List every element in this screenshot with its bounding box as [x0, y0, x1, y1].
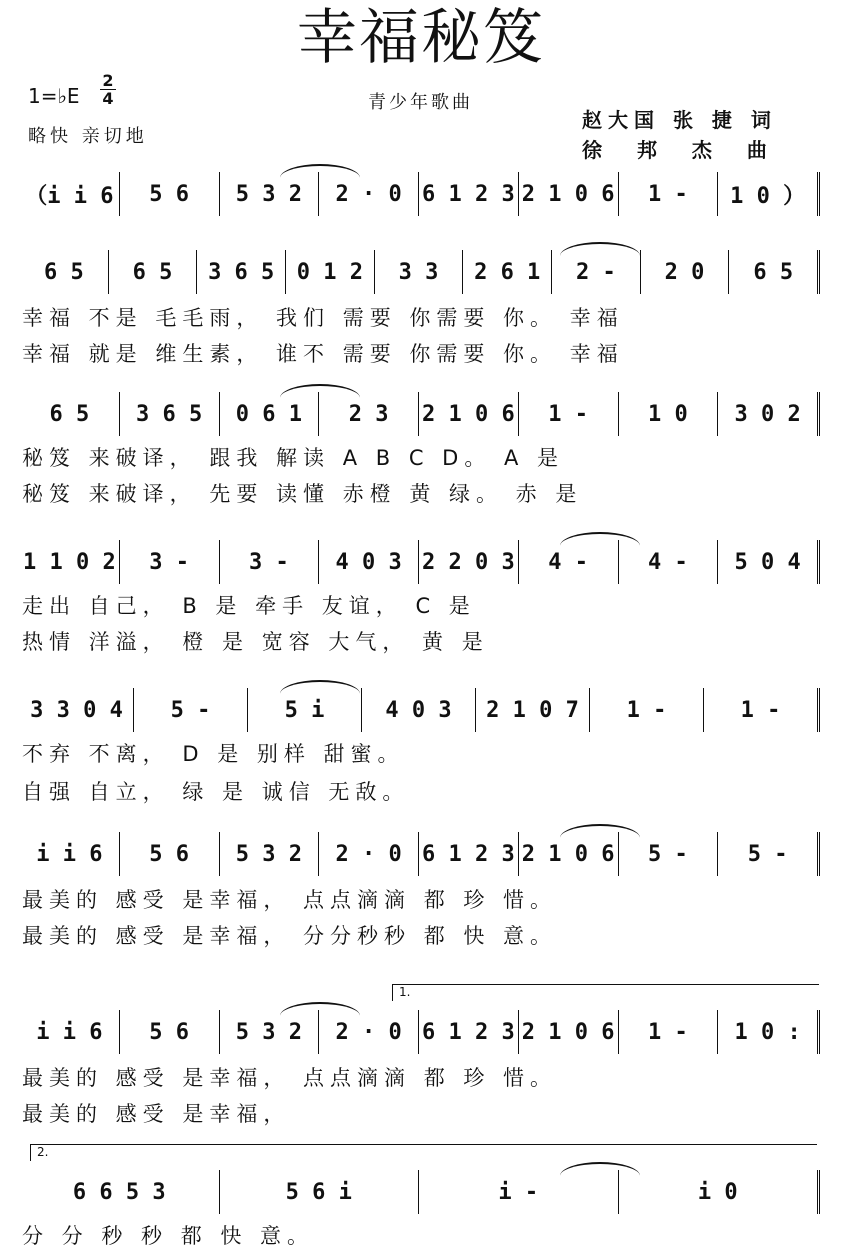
measure: 2 1 0 6: [419, 392, 519, 436]
measure: 1 -: [619, 1010, 719, 1054]
measure: 3 3: [375, 250, 464, 294]
measure: 6 5: [729, 250, 820, 294]
meter-bottom: 4: [102, 89, 114, 108]
measure: 6 5: [20, 250, 109, 294]
measure: 3 -: [220, 540, 320, 584]
measure: 5 6: [120, 832, 220, 876]
slur-mark: [280, 1002, 360, 1016]
measure: 5 -: [134, 688, 248, 732]
measure: 5 6: [120, 1010, 220, 1054]
note-line: [20, 172, 820, 216]
measure: 5 -: [718, 832, 820, 876]
measure: 5 3 2: [220, 1010, 320, 1054]
measure: 0 1 2: [286, 250, 375, 294]
measure: 5 i: [248, 688, 362, 732]
measure: i 0: [619, 1170, 821, 1214]
measure: 1 0 :: [718, 1010, 820, 1054]
measure: 1 0 ）: [718, 172, 820, 216]
slur-mark: [560, 1162, 640, 1176]
song-title: 幸福秘笈: [297, 3, 545, 73]
genre-label: 青少年歌曲: [368, 92, 473, 113]
measure: 2 1 0 6: [519, 172, 619, 216]
measure: 2 0: [641, 250, 730, 294]
measure: 3 0 2: [718, 392, 820, 436]
lyric-line: 分 分 秒 秒 都 快 意。: [22, 1224, 315, 1248]
measure: 3 6 5: [120, 392, 220, 436]
lyric-line: 幸福 不是 毛毛雨， 我们 需要 你需要 你。 幸福: [22, 306, 624, 330]
lyric-line: 热情 洋溢， 橙 是 宽容 大气， 黄 是: [22, 630, 489, 654]
measure: 6 1 2 3: [419, 1010, 519, 1054]
measure: 2 · 0: [319, 172, 419, 216]
lyric-line: 不弃 不离， D 是 别样 甜蜜。: [22, 742, 405, 766]
measure: 5 3 2: [220, 832, 320, 876]
measure: 6 6 5 3: [20, 1170, 220, 1214]
measure: 3 6 5: [197, 250, 286, 294]
note-line: [20, 250, 820, 294]
measure: 5 -: [619, 832, 719, 876]
lyric-line: 秘笈 来破译， 先要 读懂 赤橙 黄 绿。 赤 是: [22, 482, 583, 506]
measure: 4 0 3: [319, 540, 419, 584]
measure: 2 1 0 7: [476, 688, 590, 732]
slur-mark: [560, 242, 640, 256]
measure: 1 0: [619, 392, 719, 436]
measure: 0 6 1: [220, 392, 320, 436]
lyric-line: 最美的 感受 是幸福，: [22, 1102, 291, 1126]
measure: i i 6: [20, 832, 120, 876]
meter-top: 2: [102, 71, 114, 90]
measure: 2 3: [319, 392, 419, 436]
measure: 3 -: [120, 540, 220, 584]
measure: 1 -: [519, 392, 619, 436]
measure: （i i 6: [20, 172, 120, 216]
measure: 4 -: [619, 540, 719, 584]
measure: 4 -: [519, 540, 619, 584]
measure: 4 0 3: [362, 688, 476, 732]
measure: i -: [419, 1170, 619, 1214]
measure: 1 1 0 2: [20, 540, 120, 584]
lyric-line: 自强 自立， 绿 是 诚信 无敌。: [22, 780, 410, 804]
slur-mark: [560, 532, 640, 546]
measure: 2 -: [552, 250, 641, 294]
slur-mark: [280, 680, 360, 694]
measure: 6 5: [109, 250, 198, 294]
note-line: [20, 1010, 820, 1054]
note-line: [20, 1170, 820, 1214]
slur-mark: [560, 824, 640, 838]
lyric-line: 最美的 感受 是幸福， 点点滴滴 都 珍 惜。: [22, 888, 558, 912]
measure: 3 3 0 4: [20, 688, 134, 732]
volta-bracket: 2.: [30, 1144, 817, 1161]
measure: 6 1 2 3: [419, 832, 519, 876]
composer-credit: 徐 邦 杰 曲: [582, 138, 781, 162]
measure: 2 6 1: [463, 250, 552, 294]
note-line: [20, 688, 820, 732]
time-signature: [100, 72, 116, 107]
note-line: [20, 540, 820, 584]
lyric-line: 幸福 就是 维生素， 谁不 需要 你需要 你。 幸福: [22, 342, 624, 366]
volta-bracket: 1.: [392, 984, 819, 1001]
measure: 5 0 4: [718, 540, 820, 584]
measure: 5 6: [120, 172, 220, 216]
measure: 2 1 0 6: [519, 832, 619, 876]
lyricist-credit: 赵大国 张 捷 词: [582, 108, 777, 132]
note-line: [20, 832, 820, 876]
slur-mark: [280, 384, 360, 398]
measure: 6 1 2 3: [419, 172, 519, 216]
measure: i i 6: [20, 1010, 120, 1054]
key-signature: 1=♭E: [28, 84, 80, 108]
measure: 1 -: [619, 172, 719, 216]
measure: 5 3 2: [220, 172, 320, 216]
measure: 1 -: [704, 688, 820, 732]
note-line: [20, 392, 820, 436]
measure: 2 2 0 3: [419, 540, 519, 584]
measure: 2 1 0 6: [519, 1010, 619, 1054]
measure: 2 · 0: [319, 1010, 419, 1054]
lyric-line: 最美的 感受 是幸福， 分分秒秒 都 快 意。: [22, 924, 558, 948]
lyric-line: 秘笈 来破译， 跟我 解读 A B C D。 A 是: [22, 446, 565, 470]
slur-mark: [280, 164, 360, 178]
lyric-line: 走出 自己， B 是 牵手 友谊， C 是: [22, 594, 476, 618]
measure: 5 6 i: [220, 1170, 420, 1214]
measure: 1 -: [590, 688, 704, 732]
lyric-line: 最美的 感受 是幸福， 点点滴滴 都 珍 惜。: [22, 1066, 558, 1090]
measure: 2 · 0: [319, 832, 419, 876]
measure: 6 5: [20, 392, 120, 436]
tempo-marking: 略快 亲切地: [28, 126, 148, 147]
